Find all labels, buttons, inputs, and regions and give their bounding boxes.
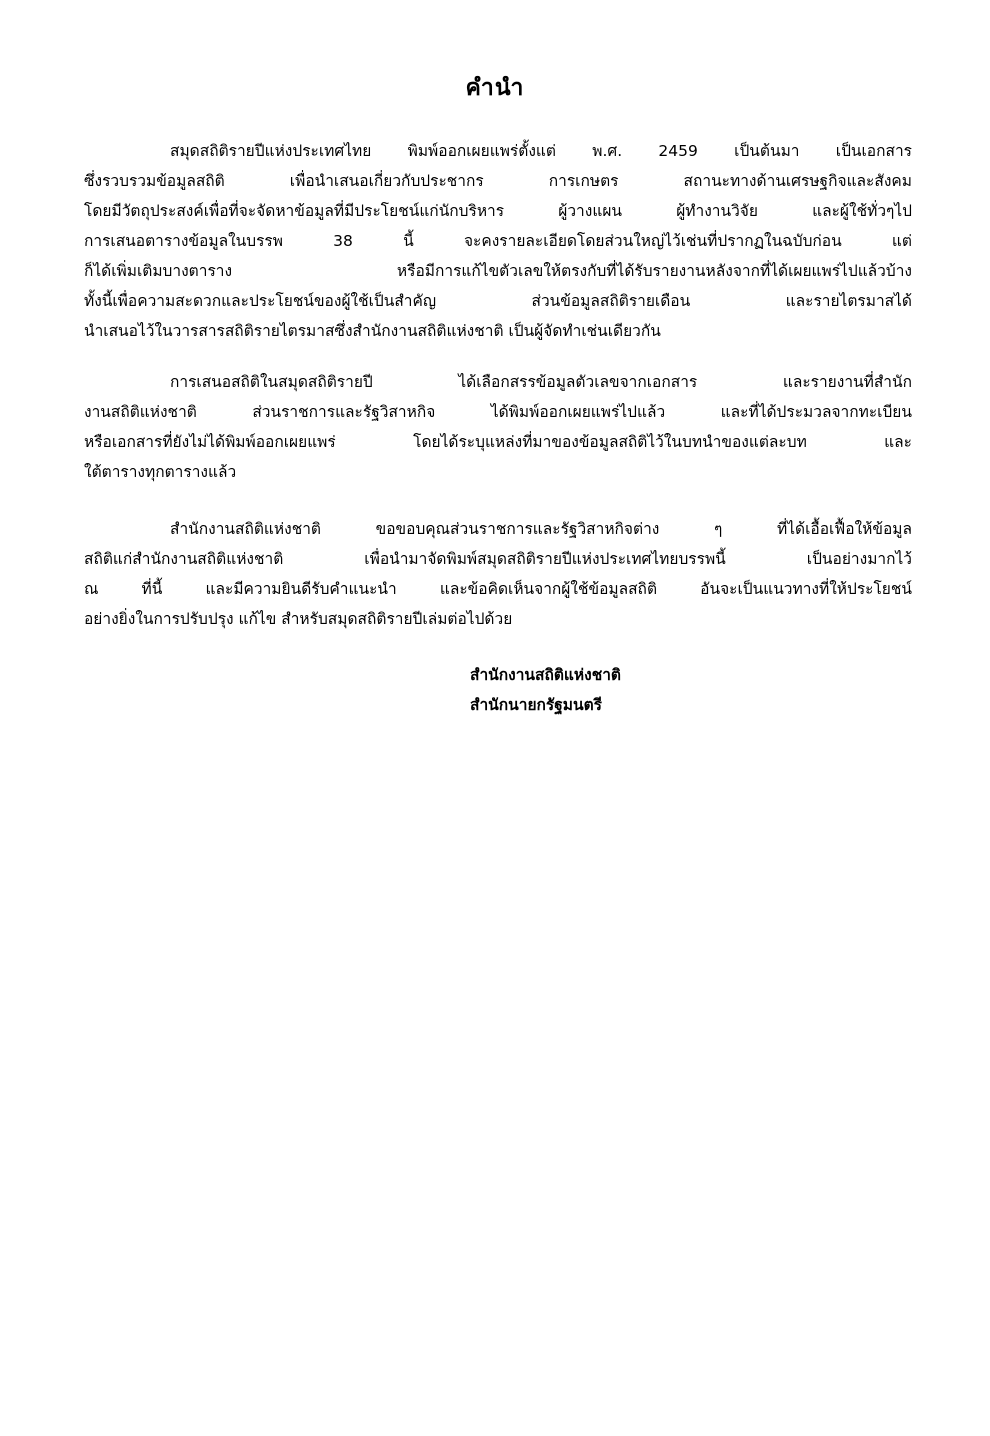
document-title: คำนำ (465, 75, 525, 101)
paragraph-line: นำเสนอไว้ในวารสารสถิติรายไตรมาสซึ่งสำนักงานสถิติแห่งชาติ เป็นผู้จัดทำเช่นเดียวกัน (84, 322, 661, 340)
signature-office: สำนักงานสถิติแห่งชาติ (470, 666, 621, 684)
paragraph-2 (84, 367, 912, 487)
paragraph-1 (84, 136, 912, 346)
paragraph-line: ก็ได้เพิ่มเติมบางตาราง หรือมีการแก้ไขตัวเลขให้ตรงกับที่ได้รับรายงานหลังจากที่ได้เผยแพร่ไปแล้วบ้าง (84, 262, 912, 280)
signature-ministry: สำนักนายกรัฐมนตรี (470, 696, 602, 714)
signature-block (470, 660, 690, 720)
paragraph-line: ซึ่งรวบรวมข้อมูลสถิติ เพื่อนำเสนอเกี่ยวกับประชากร การเกษตร สถานะทางด้านเศรษฐกิจและสังคม (84, 172, 912, 190)
paragraph-line: สำนักงานสถิติแห่งชาติ ขอขอบคุณส่วนราชการและรัฐวิสาหกิจต่าง ๆ ที่ได้เอื้อเฟื้อให้ข้อมูล (170, 520, 912, 538)
paragraph-line: งานสถิติแห่งชาติ ส่วนราชการและรัฐวิสาหกิจ ได้พิมพ์ออกเผยแพร่ไปแล้ว และที่ได้ประมวลจากทะเบียน (84, 403, 912, 421)
paragraph-line: หรือเอกสารที่ยังไม่ได้พิมพ์ออกเผยแพร่ โดยได้ระบุแหล่งที่มาของข้อมูลสถิติไว้ในบทนำของแต่ละบท และ (84, 433, 912, 451)
paragraph-line: ใต้ตารางทุกตารางแล้ว (84, 463, 237, 481)
paragraph-line: ณ ที่นี้ และมีความยินดีรับคำแนะนำ และข้อคิดเห็นจากผู้ใช้ข้อมูลสถิติ อันจะเป็นแนวทางที่ให้ประโยชน์ (84, 580, 912, 598)
paragraph-line: สถิติแก่สำนักงานสถิติแห่งชาติ เพื่อนำมาจัดพิมพ์สมุดสถิติรายปีแห่งประเทศไทยบรรพนี้ เป็นอย่างมากไว้ (84, 550, 912, 568)
paragraph-3 (84, 514, 912, 634)
paragraph-line: สมุดสถิติรายปีแห่งประเทศไทย พิมพ์ออกเผยแพร่ตั้งแต่ พ.ศ. 2459 เป็นต้นมา เป็นเอกสาร (170, 142, 912, 160)
paragraph-line: ทั้งนี้เพื่อความสะดวกและประโยชน์ของผู้ใช้เป็นสำคัญ ส่วนข้อมูลสถิติรายเดือน และรายไตรมาสได้ (84, 292, 912, 310)
paragraph-line: การเสนอสถิติในสมุดสถิติรายปี ได้เลือกสรรข้อมูลตัวเลขจากเอกสาร และรายงานที่สำนัก (170, 373, 912, 391)
paragraph-line: อย่างยิ่งในการปรับปรุง แก้ไข สำหรับสมุดสถิติรายปีเล่มต่อไปด้วย (84, 610, 513, 628)
paragraph-line: โดยมีวัตถุประสงค์เพื่อที่จะจัดหาข้อมูลที่มีประโยชน์แก่นักบริหาร ผู้วางแผน ผู้ทำงานวิจัย และผู้ใช้ทั่วๆไป (84, 202, 912, 220)
paragraph-line: การเสนอตารางข้อมูลในบรรพ 38 นี้ จะคงรายละเอียดโดยส่วนใหญ่ไว้เช่นที่ปรากฏในฉบับก่อน แต่ (84, 232, 912, 250)
